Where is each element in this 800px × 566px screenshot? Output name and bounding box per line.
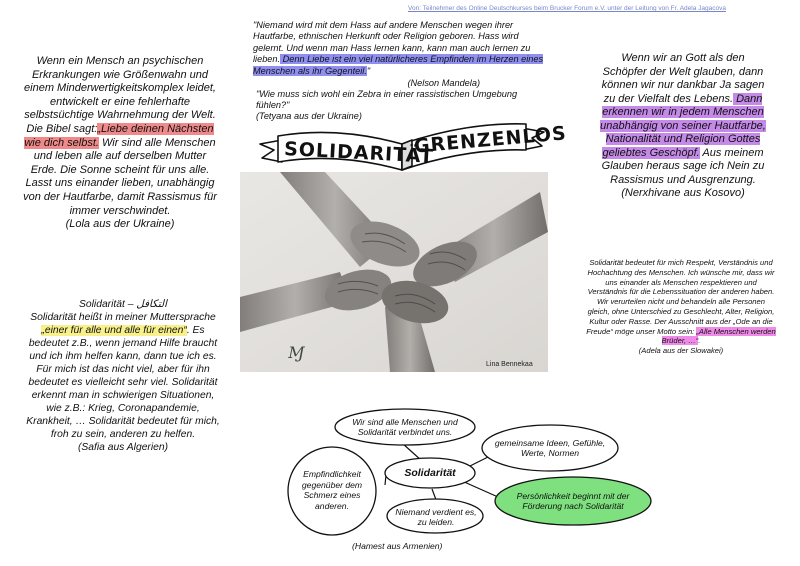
- mindmap-author: (Hamest aus Armenien): [352, 541, 443, 551]
- drawing-initial: Ɱ: [288, 343, 305, 362]
- mindmap-top-node: Wir sind alle Menschen und Solidarität verbindet uns.: [352, 416, 458, 437]
- statement-nerxhivane-text-end: Aus meinem Glauben heraus sage ich Nein zu Rassismus und Ausgrenzung.: [601, 146, 765, 186]
- statement-adela: [586, 258, 776, 356]
- mindmap-right-top-node: gemeinsame Ideen, Gefühle, Werte, Normen: [494, 437, 606, 458]
- credit-line[interactable]: Von: Teilnehmer des Online Deutschkurses beim Brucker Forum e.V. unter der Leitung von Fr. Adela Jagacova: [408, 5, 726, 12]
- mindmap-right-bottom-node: Persönlichkeit beginnt mit der Förderung nach Solidarität: [516, 490, 630, 511]
- statement-safia-author: (Safia aus Algerien): [77, 442, 169, 453]
- statement-safia-text-end: . Es bedeutet z.B., wenn jemand Hilfe braucht und ich ihm helfen kann, dann tue ich es. Für mich ist das nicht viel, aber für ihn bedeutet es vielleicht sehr viel. Solidarität erkennt man in schwierigen Situationen, wie z.B.: Krieg, Coronapandemie, Krankheit, … Solidarität bedeutet für mich, froh zu sein, anderen zu helfen.: [26, 325, 220, 440]
- statement-adela-author: (Adela aus der Slowakei): [638, 346, 724, 356]
- banner-right-text: GRENZENLOS: [413, 122, 568, 158]
- statement-nerxhivane-author: (Nerxhivane aus Kosovo): [621, 187, 745, 199]
- quote-mandela: [253, 20, 548, 89]
- statement-adela-highlight: „Alle Menschen werden Brüder, …“: [661, 326, 776, 346]
- mindmap-bottom-node: Niemand verdient es, zu leiden.: [395, 506, 477, 527]
- quote-zebra-text: "Wie muss sich wohl ein Zebra in einer rassistischen Umgebung fühlen?": [256, 89, 518, 110]
- statement-lola-text: Wenn ein Mensch an psychischen Erkrankungen wie Größenwahn und einem Minderwertigkeitskomplex leidet, entwickelt er eine fehlerhafte selbstsüchtige Wahrnehmung der Welt. Die Bibel sagt:: [24, 55, 216, 135]
- banner-ribbon: [252, 118, 568, 176]
- quote-mandela-close: ": [366, 65, 371, 76]
- statement-nerxhivane-text: Wenn wir an Gott als den Schöpfer der Welt glauben, dann können wir nur dankbar Ja sagen zu der Vielfalt des Lebens.: [601, 52, 765, 105]
- statement-adela-text: Solidarität bedeutet für mich Respekt, Verständnis und Hochachtung des Menschen. Ich wünsche mir, dass wir uns einander als Menschen respektieren und Verständnis für die Lebenssituation der anderen haben. Wir verurteilen nicht und behandeln alle Personen gleich, ohne Unterschied zu Geschlecht, Alter, Religion, Kultur oder Rasse. Der Ausschnitt aus der „Ode an die Freude“ möge unser Motto sein:: [586, 258, 775, 336]
- mindmap-center-node: Solidarität: [404, 466, 456, 479]
- statement-lola-highlight: „Liebe deinen Nächsten wie dich selbst.: [24, 122, 214, 149]
- statement-adela-text-end: .: [698, 336, 701, 346]
- quote-mandela-highlight: Denn Liebe ist ein viel natürlicheres Empfinden im Herzen eines Menschen als ihr Gegenteil.: [253, 54, 544, 76]
- statement-safia-highlight: „einer für alle und alle für einen“: [41, 325, 187, 336]
- mindmap-left-node: Empfindlichkeit gegenüber dem Schmerz eines anderen.: [301, 469, 363, 511]
- statement-lola-author: (Lola aus der Ukraine): [65, 218, 175, 231]
- statement-nerxhivane-highlight: Dann erkennen wir in jedem Menschen unabhängig von seiner Hautfarbe, Nationalität und Religion Gottes geliebtes Geschöpf.: [600, 92, 766, 159]
- banner-left-text: SOLIDARITÄT: [283, 137, 435, 168]
- statement-lola: [22, 55, 218, 232]
- statement-lola-text-end: Wir sind alle Menschen und leben alle auf derselben Mutter Erde. Die Sonne scheint für uns alle. Lasst uns einander lieben, unabhängig von der Hautfarbe, damit Rassismus für immer verschwindet.: [23, 136, 217, 217]
- quote-mandela-author: (Nelson Mandela): [407, 78, 480, 89]
- quote-mandela-text: "Niemand wird mit dem Hass auf andere Menschen wegen ihrer Hautfarbe, ethnischen Herkunft oder Religion geboren. Hass wird gelernt. Und wenn man Hass lernen kann, kann man auch lernen zu lieben.: [253, 20, 531, 65]
- statement-nerxhivane: [598, 52, 768, 201]
- quote-zebra-author: (Tetyana aus der Ukraine): [256, 111, 362, 121]
- drawing-signature: Lina Bennekaa: [486, 361, 533, 368]
- statement-safia: [25, 298, 221, 454]
- statement-safia-heading: Solidarität – التكافل: [79, 299, 167, 310]
- hands-drawing: [240, 172, 548, 372]
- hands-sketch: [240, 172, 548, 372]
- statement-safia-text: Solidarität heißt in meiner Muttersprache: [30, 312, 216, 323]
